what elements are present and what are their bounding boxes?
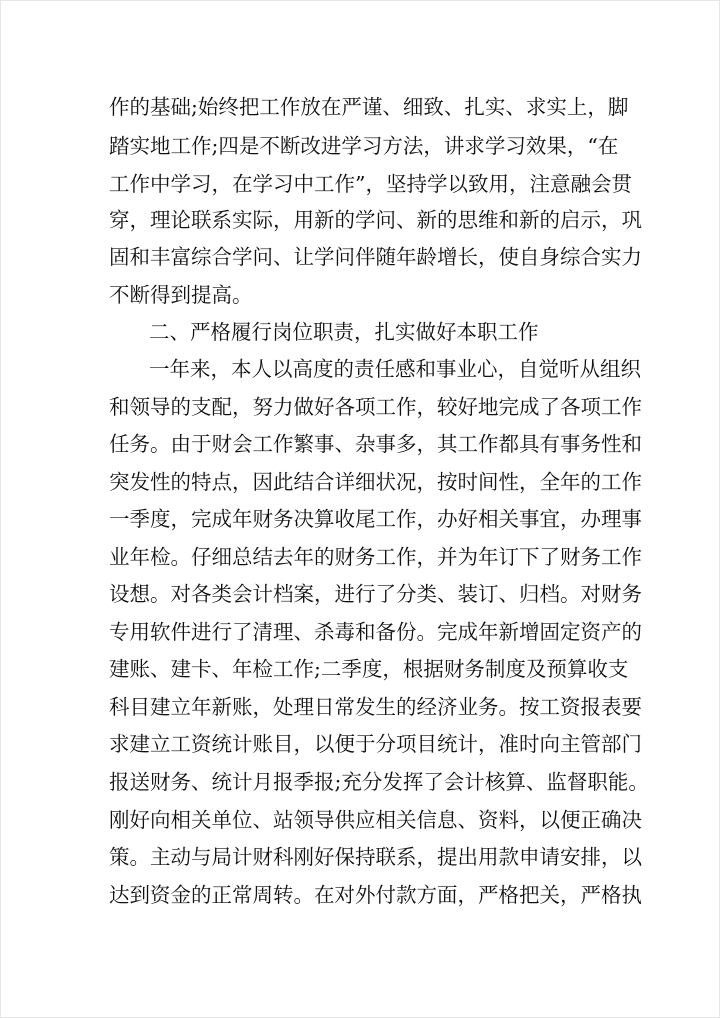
paragraph-line: 科目建立年新账，处理日常发生的经济业务。按工资报表要 (109, 695, 642, 719)
paragraph-line: 设想。对各类会计档案，进行了分类、装订、归档。对财务 (109, 582, 642, 606)
paragraph-line: 踏实地工作;四是不断改进学习方法，讲求学习效果，“在 (109, 134, 619, 158)
section-heading: 二、严格履行岗位职责，扎实做好本职工作 (149, 320, 539, 344)
paragraph-line: 固和丰富综合学问、让学问伴随年龄增长，使自身综合实力 (109, 245, 642, 269)
paragraph-line: 建账、建卡、年检工作;二季度，根据财务制度及预算收支 (109, 657, 629, 681)
paragraph-line: 业年检。仔细总结去年的财务工作，并为年订下了财务工作 (109, 545, 642, 569)
paragraph-line: 不断得到提高。 (109, 283, 253, 307)
paragraph-line: 报送财务、统计月报季报;充分发挥了会计核算、监督职能。 (109, 770, 649, 794)
paragraph-line: 达到资金的正常周转。在对外付款方面，严格把关，严格执 (109, 883, 642, 907)
paragraph-line: 工作中学习，在学习中工作”，坚持学以致用，注意融会贯 (109, 172, 632, 196)
paragraph-line: 策。主动与局计财科刚好保持联系，提出用款申请安排，以 (109, 845, 642, 869)
paragraph-line: 突发性的特点，因此结合详细状况，按时间性，全年的工作 (109, 470, 642, 494)
paragraph-line: 求建立工资统计账目，以便于分项目统计，准时向主管部门 (109, 732, 642, 756)
paragraph-line: 专用软件进行了清理、杀毒和备份。完成年新增固定资产的 (109, 620, 642, 644)
paragraph-line: 任务。由于财会工作繁事、杂事多，其工作都具有事务性和 (109, 432, 642, 456)
paragraph-line: 和领导的支配，努力做好各项工作，较好地完成了各项工作 (109, 395, 642, 419)
paragraph-line: 一季度，完成年财务决算收尾工作，办好相关事宜，办理事 (109, 507, 642, 531)
paragraph-line: 一年来，本人以高度的责任感和事业心，自觉听从组织 (149, 357, 641, 381)
paragraph-line: 刚好向相关单位、站领导供应相关信息、资料，以便正确决 (109, 808, 642, 832)
paragraph-line: 穿，理论联系实际，用新的学问、新的思维和新的启示，巩 (109, 208, 642, 232)
paragraph-line: 作的基础;始终把工作放在严谨、细致、扎实、求实上，脚 (109, 95, 629, 119)
